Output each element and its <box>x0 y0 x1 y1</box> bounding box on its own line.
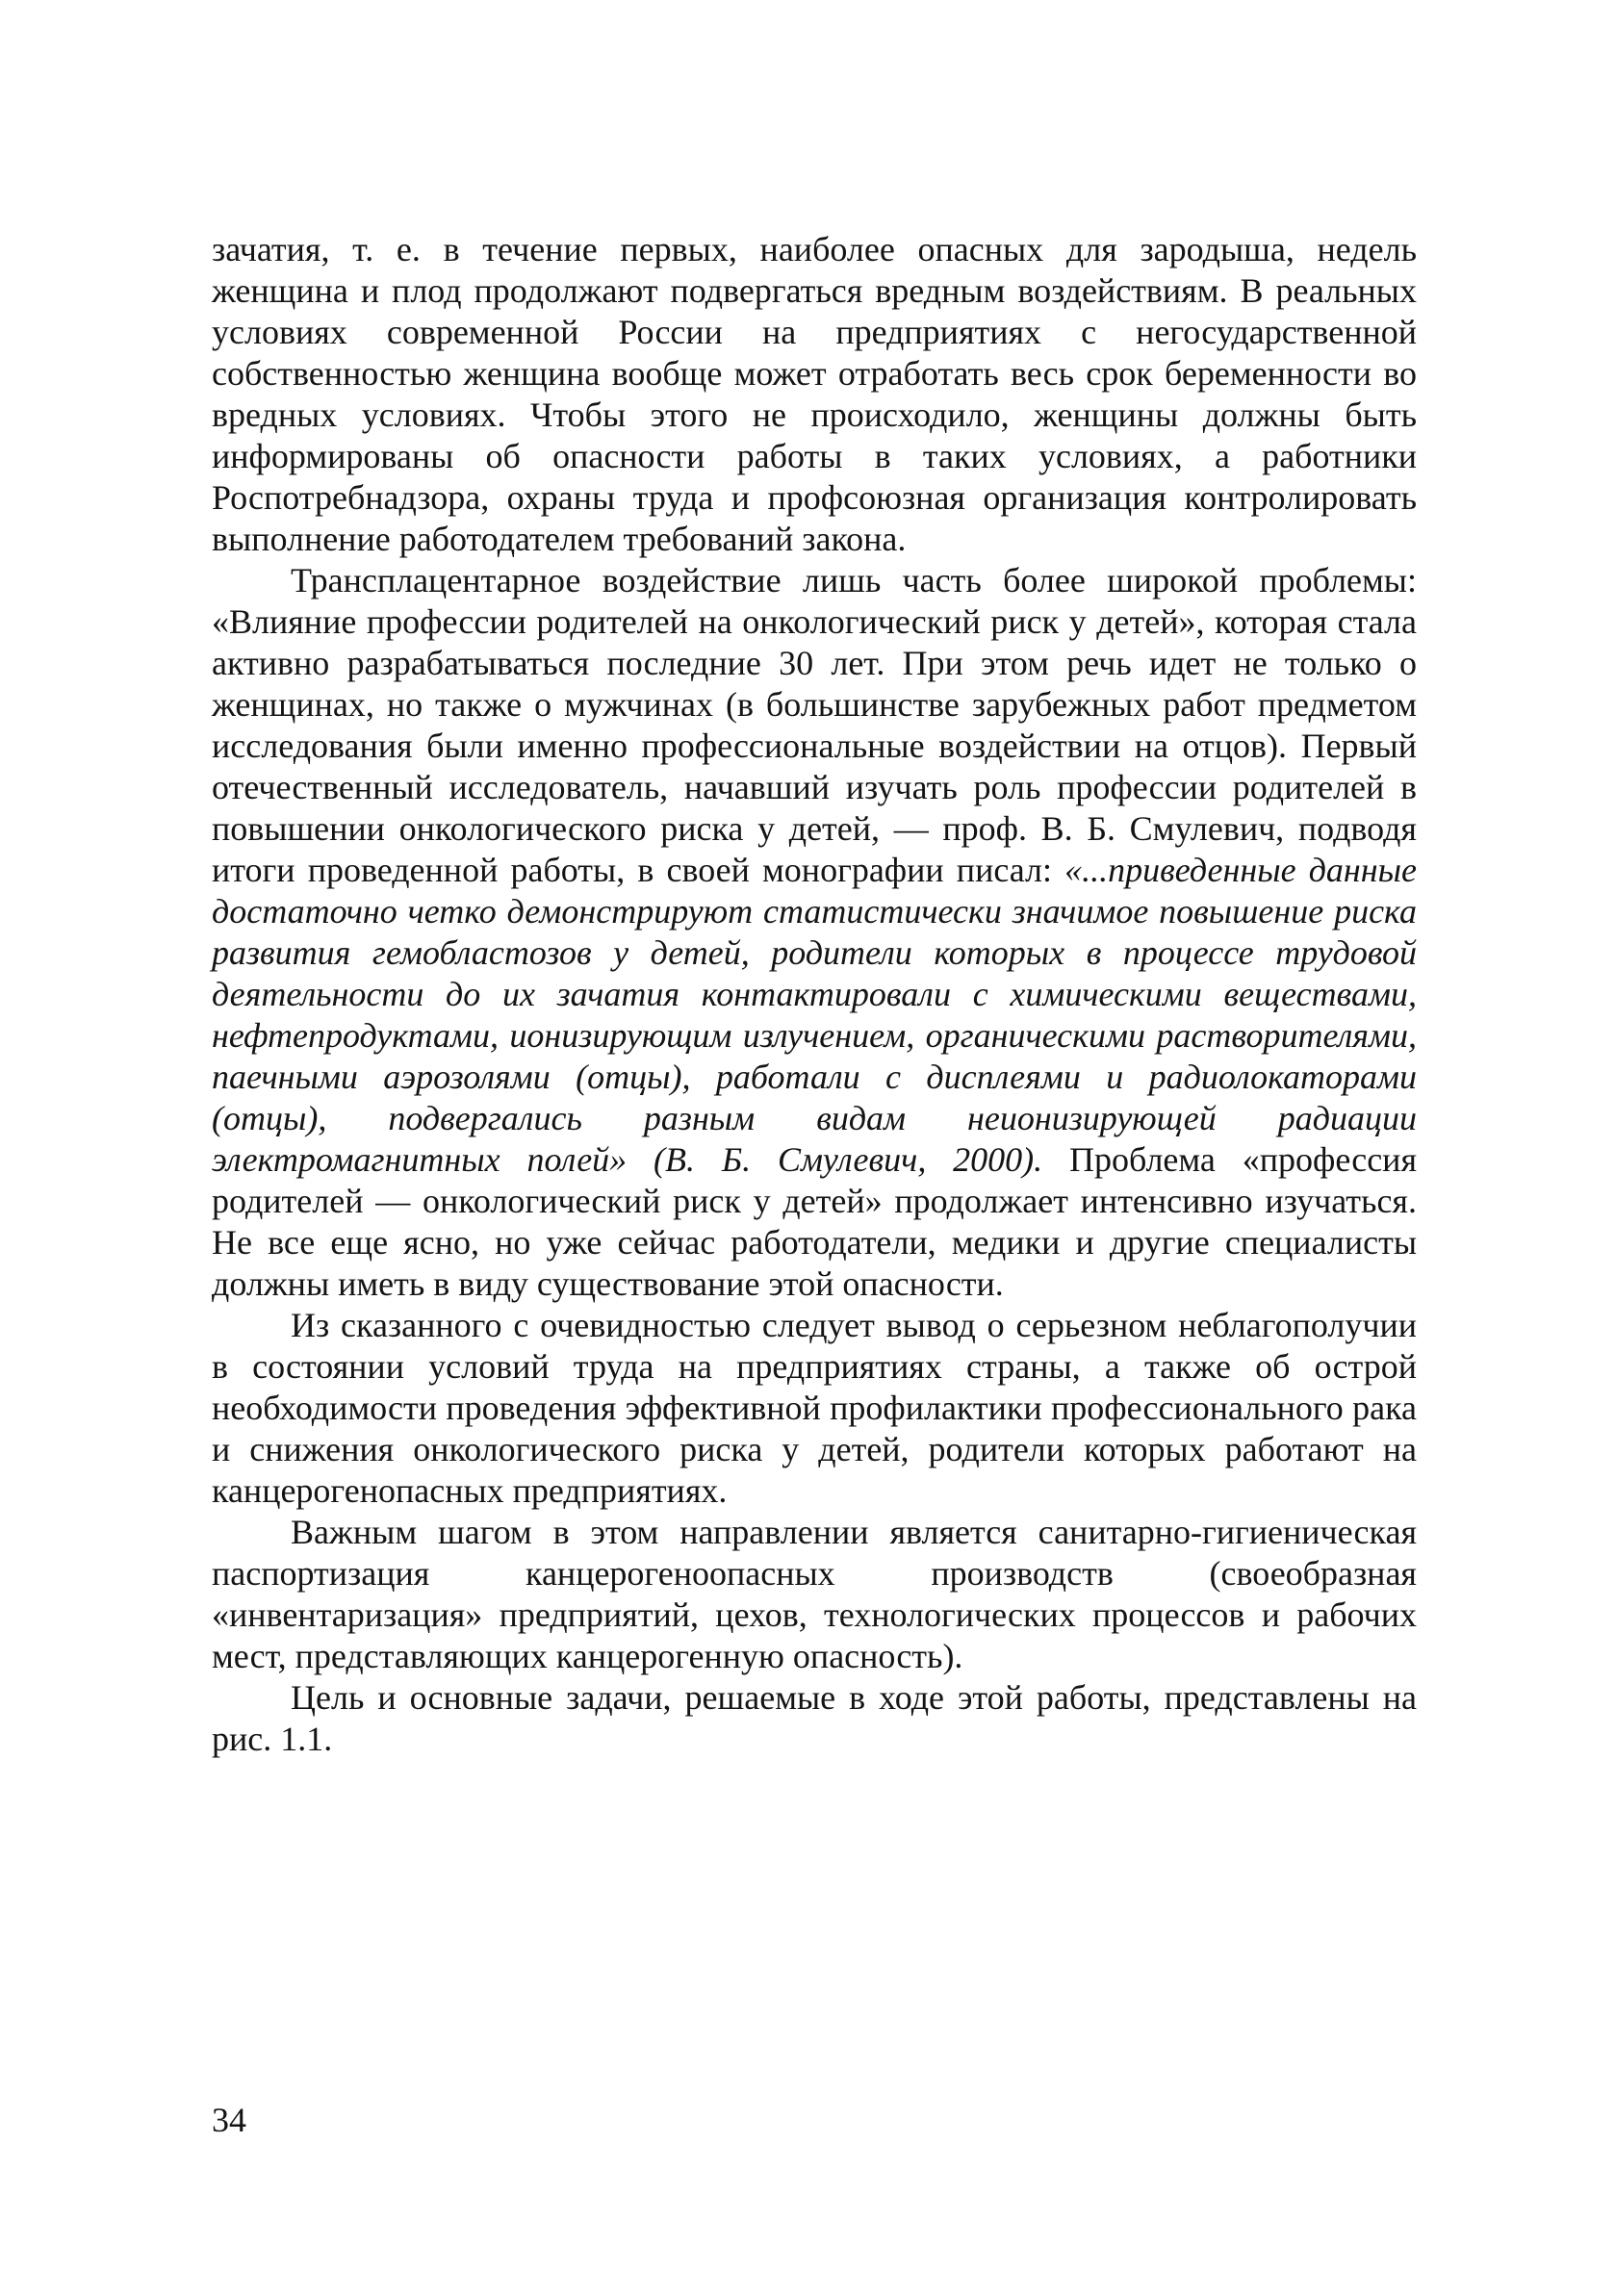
body-text <box>212 229 1417 1760</box>
page-number: 34 <box>212 2101 246 2139</box>
paragraph-5: Цель и основные задачи, решаемые в ходе этой работы, представлены на рис. 1.1. <box>212 1678 1417 1758</box>
paragraph-1: зачатия, т. е. в течение первых, наиболее опасных для зародыша, недель женщина и плод продолжают подвергаться вредным воздействиям. В реальных условиях современной России на предприятиях с негосударственной собственностью женщина вообще может отработать весь срок беременности во вредных условиях. Чтобы этого не происходило, женщины должны быть информированы об опасности работы в таких условиях, а работники Роспотребнадзора, охраны труда и профсоюзная организация контролировать выполнение работодателем требований закона. <box>212 230 1417 558</box>
paragraph-4: Важным шагом в этом направлении является санитарно-гигиеническая паспортизация канцерогеноопасных производств (своеобразная «инвентаризация» предприятий, цехов, технологических процессов и рабочих мест, представляющих канцерогенную опасность). <box>212 1513 1417 1675</box>
paragraph-2 <box>212 560 1417 1305</box>
paragraph-3: Из сказанного с очевидностью следует вывод о серьезном неблагополучии в состоянии условий труда на предприятиях страны, а также об острой необходимости проведения эффективной профилактики профессионального рака и снижения онкологического риска у детей, родители которых работают на канцерогенопасных предприятиях. <box>212 1306 1417 1510</box>
paragraph-2-end: Проблема «профессия родителей — онкологический риск у детей» продолжает интенсивно изучаться. Не все еще ясно, но уже сейчас работодатели, медики и другие специалисты должны иметь в виду существование этой опасности. <box>212 1140 1418 1303</box>
smulevich-quote: «...приведенные данные достаточно четко демонстрируют статистически значимое повышение риска развития гемобластозов у детей, родители которых в процессе трудовой деятельности до их зачатия контактировали с химическими веществами, нефтепродуктами, ионизирующим излучением, органическими растворителями, паечными аэрозолями (отцы), работали с дисплеями и радиолокаторами (отцы), подвергались разным видам неионизирующей радиации электромагнитных полей» (В. Б. Смулевич, 2000). <box>212 851 1417 1179</box>
paragraph-2-start: Трансплацентарное воздействие лишь часть более широкой проблемы: «Влияние профессии родителей на онкологический риск у детей», которая стала активно разрабатываться последние 30 лет. При этом речь идет не только о женщинах, но также о мужчинах (в большинстве зарубежных работ предметом исследования были именно профессиональные воздействии на отцов). Первый отечественный исследователь, начавший изучать роль профессии родителей в повышении онкологического риска у детей, — проф. В. Б. Смулевич, подводя итоги проведенной работы, в своей монографии писал: <box>212 561 1417 889</box>
